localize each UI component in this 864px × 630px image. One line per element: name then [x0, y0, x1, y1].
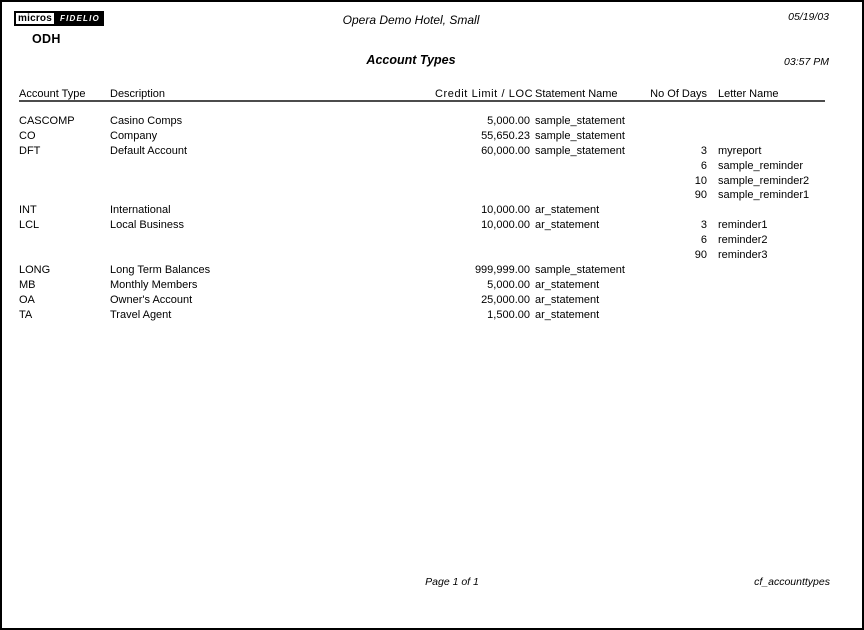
cell-account-type: LCL	[19, 219, 40, 232]
cell-account-type: CO	[19, 129, 36, 142]
cell-no-of-days: 6	[700, 234, 707, 247]
cell-letter-name: reminder3	[718, 249, 768, 262]
cell-statement-name: sample_statement	[535, 129, 625, 142]
column-header-credit-limit: Credit Limit / LOC	[435, 88, 534, 100]
report-title: Account Types	[366, 53, 456, 67]
table-header	[2, 88, 864, 100]
cell-account-type: DFT	[19, 144, 41, 157]
cell-statement-name: ar_statement	[535, 293, 600, 306]
table-row-letter-line	[2, 248, 864, 263]
cell-credit-limit: 10,000.00	[481, 219, 530, 232]
cell-statement-name: sample_statement	[535, 144, 625, 157]
cell-letter-name: sample_reminder2	[718, 174, 810, 187]
cell-description: Local Business	[110, 219, 184, 232]
cell-credit-limit: 10,000.00	[481, 204, 530, 217]
cell-no-of-days: 90	[694, 249, 707, 262]
table-row	[2, 293, 864, 308]
cell-credit-limit: 999,999.00	[474, 263, 530, 276]
table-row	[2, 263, 864, 278]
micros-logo-text: micros	[14, 11, 56, 26]
cell-account-type: MB	[19, 278, 36, 291]
cell-letter-name: reminder1	[718, 219, 768, 232]
cell-letter-name: myreport	[718, 144, 762, 157]
cell-description: Long Term Balances	[110, 263, 211, 276]
column-header-description: Description	[110, 88, 166, 100]
table-row	[2, 114, 864, 129]
table-row-letter-line	[2, 233, 864, 248]
cell-description: Monthly Members	[110, 278, 198, 291]
cell-description: Travel Agent	[110, 308, 172, 321]
cell-description: Casino Comps	[110, 115, 183, 127]
cell-statement-name: ar_statement	[535, 204, 600, 217]
cell-account-type: LONG	[19, 263, 51, 276]
table-row	[2, 278, 864, 293]
cell-credit-limit: 1,500.00	[487, 308, 530, 321]
cell-statement-name: ar_statement	[535, 278, 600, 291]
table-row-letter-line	[2, 188, 864, 203]
cell-no-of-days: 90	[694, 189, 707, 202]
cell-letter-name: sample_reminder1	[718, 189, 810, 202]
fidelio-logo-text: FIDELIO	[56, 11, 104, 26]
cell-no-of-days: 10	[694, 174, 707, 187]
table-row-letter-line	[2, 174, 864, 189]
cell-letter-name: reminder2	[718, 234, 768, 247]
cell-account-type: INT	[19, 204, 37, 217]
cell-credit-limit: 55,650.23	[481, 129, 530, 142]
cell-description: Company	[110, 129, 158, 142]
column-header-statement-name: Statement Name	[535, 88, 618, 100]
table-row	[2, 203, 864, 218]
report-id: cf_accounttypes	[754, 576, 830, 588]
cell-no-of-days: 3	[700, 219, 707, 232]
report-date: 05/19/03	[788, 11, 829, 23]
table-row	[2, 308, 864, 323]
report-time: 03:57 PM	[784, 56, 829, 68]
table-row-letter-line	[2, 159, 864, 174]
cell-letter-name: sample_reminder	[718, 159, 803, 172]
cell-account-type: TA	[19, 308, 33, 321]
cell-credit-limit: 25,000.00	[481, 293, 530, 306]
table-row	[2, 129, 864, 144]
table-row	[2, 218, 864, 233]
cell-description: Owner's Account	[110, 293, 193, 306]
page-number: Page 1 of 1	[425, 576, 479, 588]
cell-credit-limit: 60,000.00	[481, 144, 530, 157]
cell-no-of-days: 6	[700, 159, 707, 172]
cell-account-type: OA	[19, 293, 35, 306]
column-header-account-type: Account Type	[19, 88, 86, 100]
cell-statement-name: sample_statement	[535, 263, 625, 276]
cell-statement-name: ar_statement	[535, 308, 600, 321]
table-body	[2, 114, 864, 322]
hotel-name: Opera Demo Hotel, Small	[342, 13, 480, 27]
cell-description: International	[110, 204, 171, 217]
cell-credit-limit: 5,000.00	[487, 278, 530, 291]
column-header-no-of-days: No Of Days	[650, 88, 707, 100]
table-row	[2, 144, 864, 159]
property-code: ODH	[32, 32, 61, 46]
cell-description: Default Account	[110, 144, 188, 157]
header-rule	[19, 100, 825, 102]
column-header-letter-name: Letter Name	[718, 88, 779, 100]
cell-no-of-days: 3	[700, 144, 707, 157]
cell-statement-name: ar_statement	[535, 219, 600, 232]
cell-statement-name: sample_statement	[535, 115, 625, 127]
cell-credit-limit: 5,000.00	[487, 115, 530, 127]
cell-account-type: CASCOMP	[19, 115, 75, 127]
